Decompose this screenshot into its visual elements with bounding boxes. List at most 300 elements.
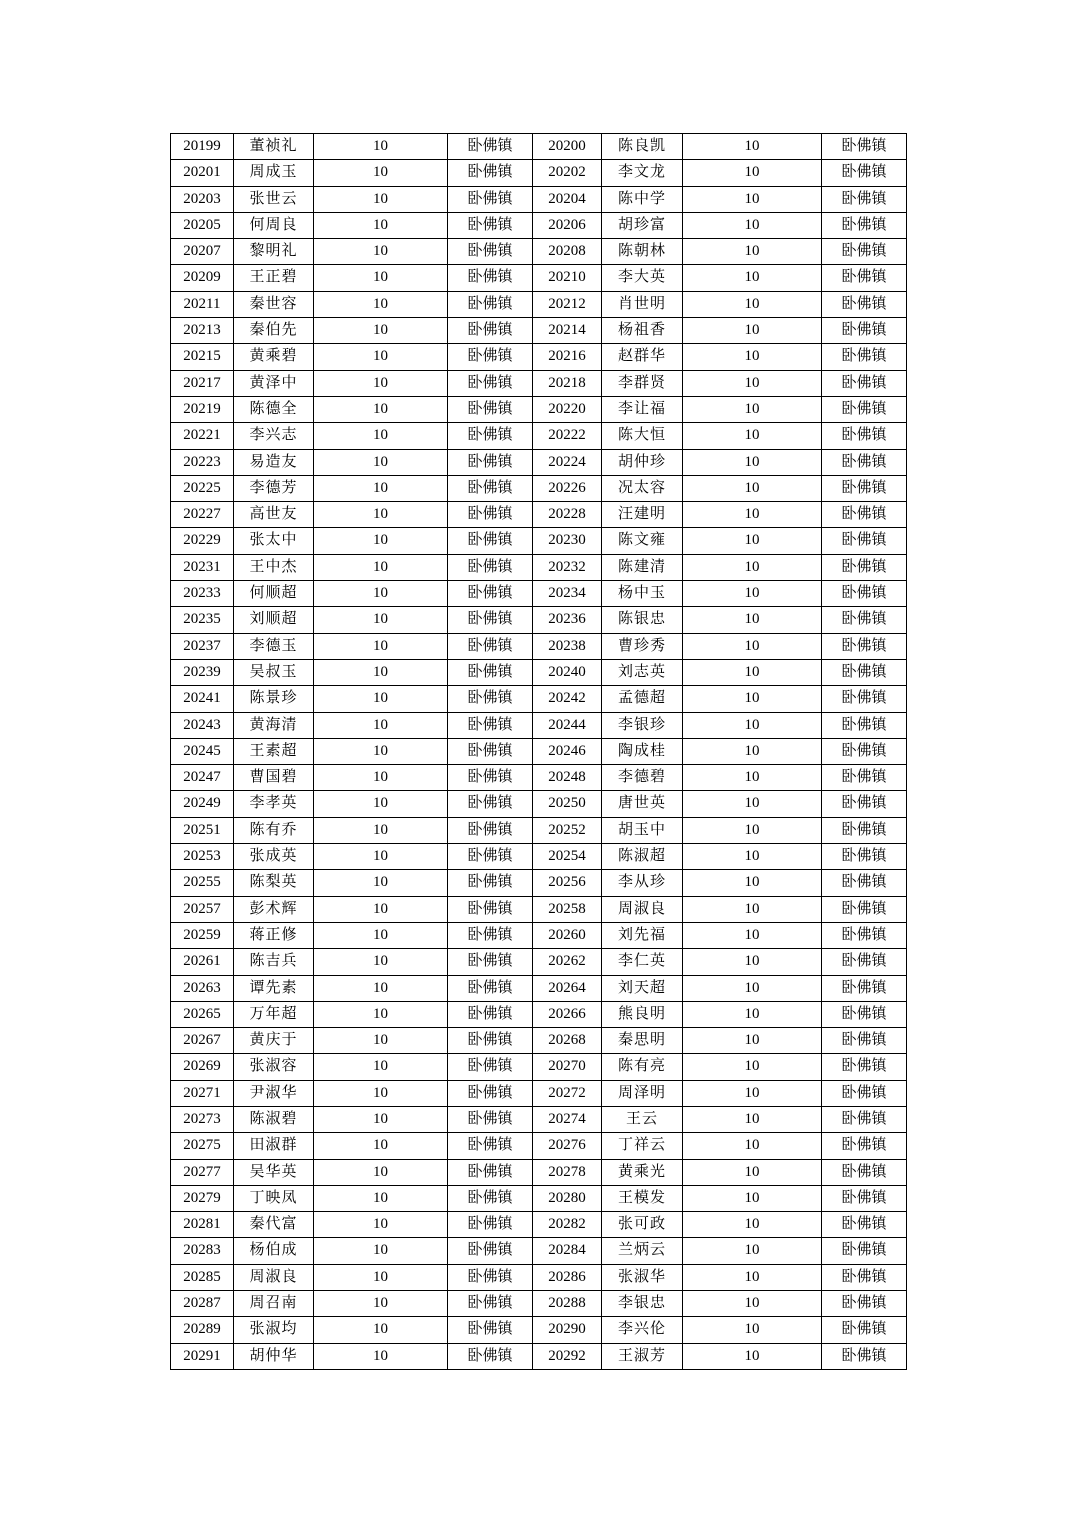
id-cell: 20227 [171,502,234,528]
id-cell: 20243 [171,712,234,738]
name-cell: 王素超 [234,738,314,764]
id-cell: 20286 [533,1264,602,1290]
name-cell: 丁祥云 [602,1133,683,1159]
town-cell: 卧佛镇 [822,423,907,449]
name-cell: 秦思明 [602,1028,683,1054]
id-cell: 20262 [533,949,602,975]
town-cell: 卧佛镇 [448,1159,533,1185]
amount-cell: 10 [683,1054,822,1080]
name-cell: 杨祖香 [602,318,683,344]
amount-cell: 10 [314,370,448,396]
name-cell: 高世友 [234,502,314,528]
name-cell: 陈有乔 [234,817,314,843]
amount-cell: 10 [314,1343,448,1369]
amount-cell: 10 [314,765,448,791]
amount-cell: 10 [314,186,448,212]
amount-cell: 10 [683,765,822,791]
id-cell: 20204 [533,186,602,212]
amount-cell: 10 [683,318,822,344]
town-cell: 卧佛镇 [448,633,533,659]
id-cell: 20229 [171,528,234,554]
amount-cell: 10 [683,423,822,449]
id-cell: 20217 [171,370,234,396]
town-cell: 卧佛镇 [822,1238,907,1264]
town-cell: 卧佛镇 [448,1028,533,1054]
name-cell: 彭术辉 [234,896,314,922]
town-cell: 卧佛镇 [448,581,533,607]
name-cell: 李仁英 [602,949,683,975]
table-row [171,1264,907,1290]
name-cell: 唐世英 [602,791,683,817]
table-row [171,1185,907,1211]
town-cell: 卧佛镇 [822,1185,907,1211]
id-cell: 20267 [171,1028,234,1054]
table-row [171,1291,907,1317]
name-cell: 李孝英 [234,791,314,817]
amount-cell: 10 [314,239,448,265]
id-cell: 20200 [533,134,602,160]
name-cell: 张淑均 [234,1317,314,1343]
town-cell: 卧佛镇 [822,844,907,870]
town-cell: 卧佛镇 [822,975,907,1001]
id-cell: 20292 [533,1343,602,1369]
town-cell: 卧佛镇 [448,554,533,580]
town-cell: 卧佛镇 [822,765,907,791]
name-cell: 陈景珍 [234,686,314,712]
amount-cell: 10 [683,844,822,870]
town-cell: 卧佛镇 [448,239,533,265]
amount-cell: 10 [314,1317,448,1343]
name-cell: 谭先素 [234,975,314,1001]
town-cell: 卧佛镇 [448,1054,533,1080]
town-cell: 卧佛镇 [448,1185,533,1211]
name-cell: 易造友 [234,449,314,475]
amount-cell: 10 [314,686,448,712]
amount-cell: 10 [683,1264,822,1290]
amount-cell: 10 [683,449,822,475]
id-cell: 20213 [171,318,234,344]
name-cell: 张世云 [234,186,314,212]
amount-cell: 10 [314,344,448,370]
amount-cell: 10 [683,791,822,817]
name-cell: 陈淑超 [602,844,683,870]
amount-cell: 10 [683,186,822,212]
name-cell: 曹国碧 [234,765,314,791]
amount-cell: 10 [683,1106,822,1132]
table-row [171,344,907,370]
name-cell: 王中杰 [234,554,314,580]
town-cell: 卧佛镇 [448,134,533,160]
name-cell: 孟德超 [602,686,683,712]
town-cell: 卧佛镇 [822,738,907,764]
id-cell: 20261 [171,949,234,975]
town-cell: 卧佛镇 [448,396,533,422]
amount-cell: 10 [683,659,822,685]
amount-cell: 10 [683,870,822,896]
town-cell: 卧佛镇 [822,502,907,528]
table-row [171,160,907,186]
amount-cell: 10 [683,1185,822,1211]
id-cell: 20208 [533,239,602,265]
table-row [171,922,907,948]
name-cell: 杨中玉 [602,581,683,607]
town-cell: 卧佛镇 [822,686,907,712]
name-cell: 张可政 [602,1212,683,1238]
town-cell: 卧佛镇 [822,949,907,975]
id-cell: 20234 [533,581,602,607]
name-cell: 汪建明 [602,502,683,528]
amount-cell: 10 [683,370,822,396]
id-cell: 20252 [533,817,602,843]
name-cell: 周淑良 [602,896,683,922]
name-cell: 何顺超 [234,581,314,607]
town-cell: 卧佛镇 [448,265,533,291]
id-cell: 20287 [171,1291,234,1317]
name-cell: 秦伯先 [234,318,314,344]
town-cell: 卧佛镇 [822,396,907,422]
town-cell: 卧佛镇 [822,265,907,291]
town-cell: 卧佛镇 [448,712,533,738]
amount-cell: 10 [314,1159,448,1185]
town-cell: 卧佛镇 [822,344,907,370]
town-cell: 卧佛镇 [822,239,907,265]
id-cell: 20260 [533,922,602,948]
name-cell: 周召南 [234,1291,314,1317]
id-cell: 20283 [171,1238,234,1264]
town-cell: 卧佛镇 [822,318,907,344]
name-cell: 王云 [602,1106,683,1132]
town-cell: 卧佛镇 [448,817,533,843]
town-cell: 卧佛镇 [822,1028,907,1054]
name-cell: 陈吉兵 [234,949,314,975]
name-cell: 胡玉中 [602,817,683,843]
amount-cell: 10 [314,1133,448,1159]
id-cell: 20282 [533,1212,602,1238]
table-row [171,686,907,712]
table-row [171,1001,907,1027]
id-cell: 20211 [171,291,234,317]
town-cell: 卧佛镇 [448,1317,533,1343]
town-cell: 卧佛镇 [822,528,907,554]
amount-cell: 10 [683,528,822,554]
id-cell: 20219 [171,396,234,422]
amount-cell: 10 [314,975,448,1001]
name-cell: 黄庆于 [234,1028,314,1054]
town-cell: 卧佛镇 [448,1264,533,1290]
table-row [171,1080,907,1106]
town-cell: 卧佛镇 [822,896,907,922]
town-cell: 卧佛镇 [448,1106,533,1132]
name-cell: 张淑华 [602,1264,683,1290]
id-cell: 20235 [171,607,234,633]
id-cell: 20264 [533,975,602,1001]
amount-cell: 10 [683,212,822,238]
id-cell: 20265 [171,1001,234,1027]
id-cell: 20271 [171,1080,234,1106]
name-cell: 赵群华 [602,344,683,370]
name-cell: 周淑良 [234,1264,314,1290]
id-cell: 20199 [171,134,234,160]
name-cell: 陈梨英 [234,870,314,896]
id-cell: 20226 [533,475,602,501]
name-cell: 陈有亮 [602,1054,683,1080]
amount-cell: 10 [683,1159,822,1185]
name-cell: 张成英 [234,844,314,870]
town-cell: 卧佛镇 [448,738,533,764]
table-row [171,1106,907,1132]
table-row [171,817,907,843]
id-cell: 20228 [533,502,602,528]
id-cell: 20239 [171,659,234,685]
id-cell: 20277 [171,1159,234,1185]
town-cell: 卧佛镇 [822,581,907,607]
table-row [171,370,907,396]
id-cell: 20231 [171,554,234,580]
id-cell: 20258 [533,896,602,922]
id-cell: 20256 [533,870,602,896]
town-cell: 卧佛镇 [448,1291,533,1317]
roster-table-body [171,134,907,1370]
amount-cell: 10 [314,896,448,922]
id-cell: 20268 [533,1028,602,1054]
amount-cell: 10 [683,922,822,948]
town-cell: 卧佛镇 [448,449,533,475]
name-cell: 况太容 [602,475,683,501]
name-cell: 胡珍富 [602,212,683,238]
table-row [171,1133,907,1159]
town-cell: 卧佛镇 [822,449,907,475]
name-cell: 王正碧 [234,265,314,291]
amount-cell: 10 [314,265,448,291]
town-cell: 卧佛镇 [822,817,907,843]
id-cell: 20232 [533,554,602,580]
table-row [171,738,907,764]
id-cell: 20266 [533,1001,602,1027]
id-cell: 20276 [533,1133,602,1159]
town-cell: 卧佛镇 [822,134,907,160]
town-cell: 卧佛镇 [822,1317,907,1343]
id-cell: 20212 [533,291,602,317]
amount-cell: 10 [683,738,822,764]
id-cell: 20273 [171,1106,234,1132]
name-cell: 陈朝林 [602,239,683,265]
name-cell: 李银珍 [602,712,683,738]
amount-cell: 10 [314,1106,448,1132]
amount-cell: 10 [314,423,448,449]
name-cell: 张淑容 [234,1054,314,1080]
id-cell: 20214 [533,318,602,344]
id-cell: 20209 [171,265,234,291]
id-cell: 20205 [171,212,234,238]
table-row [171,1317,907,1343]
amount-cell: 10 [314,449,448,475]
id-cell: 20201 [171,160,234,186]
table-row [171,1159,907,1185]
name-cell: 陈建清 [602,554,683,580]
town-cell: 卧佛镇 [448,528,533,554]
amount-cell: 10 [683,265,822,291]
amount-cell: 10 [314,1080,448,1106]
town-cell: 卧佛镇 [822,1264,907,1290]
id-cell: 20269 [171,1054,234,1080]
town-cell: 卧佛镇 [822,791,907,817]
table-row [171,896,907,922]
name-cell: 黄乘碧 [234,344,314,370]
name-cell: 曹珍秀 [602,633,683,659]
name-cell: 陈文雍 [602,528,683,554]
id-cell: 20210 [533,265,602,291]
name-cell: 蒋正修 [234,922,314,948]
id-cell: 20233 [171,581,234,607]
amount-cell: 10 [683,1343,822,1369]
amount-cell: 10 [314,659,448,685]
amount-cell: 10 [683,975,822,1001]
roster-table [170,133,907,1370]
amount-cell: 10 [314,1001,448,1027]
id-cell: 20224 [533,449,602,475]
amount-cell: 10 [314,817,448,843]
id-cell: 20263 [171,975,234,1001]
name-cell: 陶成桂 [602,738,683,764]
name-cell: 胡仲珍 [602,449,683,475]
id-cell: 20251 [171,817,234,843]
amount-cell: 10 [683,1133,822,1159]
town-cell: 卧佛镇 [822,1343,907,1369]
table-row [171,291,907,317]
amount-cell: 10 [314,396,448,422]
id-cell: 20278 [533,1159,602,1185]
table-row [171,607,907,633]
town-cell: 卧佛镇 [448,212,533,238]
amount-cell: 10 [314,1212,448,1238]
name-cell: 李大英 [602,265,683,291]
name-cell: 黎明礼 [234,239,314,265]
town-cell: 卧佛镇 [822,160,907,186]
table-row [171,659,907,685]
amount-cell: 10 [314,1028,448,1054]
table-row [171,712,907,738]
town-cell: 卧佛镇 [822,475,907,501]
table-row [171,134,907,160]
amount-cell: 10 [314,475,448,501]
table-row [171,423,907,449]
id-cell: 20280 [533,1185,602,1211]
id-cell: 20247 [171,765,234,791]
id-cell: 20246 [533,738,602,764]
id-cell: 20240 [533,659,602,685]
amount-cell: 10 [314,554,448,580]
town-cell: 卧佛镇 [822,370,907,396]
amount-cell: 10 [683,160,822,186]
amount-cell: 10 [683,134,822,160]
id-cell: 20242 [533,686,602,712]
table-row [171,212,907,238]
name-cell: 王淑芳 [602,1343,683,1369]
amount-cell: 10 [314,870,448,896]
town-cell: 卧佛镇 [822,633,907,659]
name-cell: 刘志英 [602,659,683,685]
name-cell: 董祯礼 [234,134,314,160]
town-cell: 卧佛镇 [448,896,533,922]
town-cell: 卧佛镇 [448,686,533,712]
name-cell: 李从珍 [602,870,683,896]
town-cell: 卧佛镇 [822,212,907,238]
name-cell: 陈银忠 [602,607,683,633]
id-cell: 20230 [533,528,602,554]
town-cell: 卧佛镇 [822,1159,907,1185]
amount-cell: 10 [314,134,448,160]
amount-cell: 10 [314,1185,448,1211]
name-cell: 陈德全 [234,396,314,422]
amount-cell: 10 [683,712,822,738]
id-cell: 20275 [171,1133,234,1159]
name-cell: 李德碧 [602,765,683,791]
id-cell: 20203 [171,186,234,212]
town-cell: 卧佛镇 [448,607,533,633]
name-cell: 秦代富 [234,1212,314,1238]
town-cell: 卧佛镇 [448,423,533,449]
town-cell: 卧佛镇 [448,475,533,501]
amount-cell: 10 [683,239,822,265]
amount-cell: 10 [314,212,448,238]
amount-cell: 10 [683,949,822,975]
id-cell: 20257 [171,896,234,922]
id-cell: 20220 [533,396,602,422]
id-cell: 20216 [533,344,602,370]
town-cell: 卧佛镇 [448,949,533,975]
amount-cell: 10 [314,738,448,764]
amount-cell: 10 [314,1291,448,1317]
table-row [171,396,907,422]
town-cell: 卧佛镇 [822,712,907,738]
table-row [171,502,907,528]
id-cell: 20241 [171,686,234,712]
town-cell: 卧佛镇 [448,1080,533,1106]
id-cell: 20289 [171,1317,234,1343]
town-cell: 卧佛镇 [448,765,533,791]
town-cell: 卧佛镇 [822,870,907,896]
amount-cell: 10 [314,633,448,659]
table-row [171,581,907,607]
amount-cell: 10 [683,1001,822,1027]
town-cell: 卧佛镇 [822,1106,907,1132]
id-cell: 20225 [171,475,234,501]
name-cell: 李让福 [602,396,683,422]
id-cell: 20215 [171,344,234,370]
town-cell: 卧佛镇 [822,1001,907,1027]
amount-cell: 10 [314,502,448,528]
amount-cell: 10 [314,1054,448,1080]
id-cell: 20238 [533,633,602,659]
table-row [171,449,907,475]
id-cell: 20244 [533,712,602,738]
name-cell: 李文龙 [602,160,683,186]
amount-cell: 10 [683,633,822,659]
id-cell: 20285 [171,1264,234,1290]
amount-cell: 10 [314,607,448,633]
town-cell: 卧佛镇 [448,344,533,370]
table-row [171,1054,907,1080]
name-cell: 李群贤 [602,370,683,396]
name-cell: 何周良 [234,212,314,238]
name-cell: 李德芳 [234,475,314,501]
table-row [171,765,907,791]
id-cell: 20291 [171,1343,234,1369]
id-cell: 20222 [533,423,602,449]
town-cell: 卧佛镇 [822,922,907,948]
amount-cell: 10 [683,817,822,843]
amount-cell: 10 [683,607,822,633]
